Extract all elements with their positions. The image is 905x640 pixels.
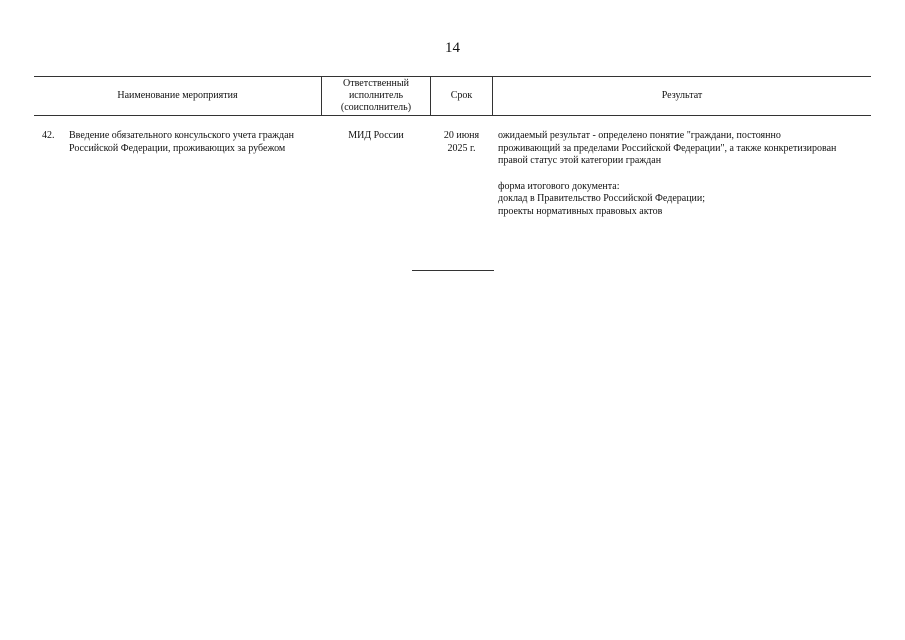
row-result-line: правой статус этой категории граждан xyxy=(498,155,662,166)
header-executor-line: исполнитель xyxy=(348,89,404,101)
row-result-line: ожидаемый результат - определено понятие "граждани, постоянно xyxy=(498,130,781,141)
row-result-line: проживающий за пределами Российской Федерации", а также конкретизирован xyxy=(498,142,837,154)
header-executor-line: Ответственный xyxy=(343,77,409,89)
header-executor-line: (соисполнитель) xyxy=(340,101,412,113)
row-deadline-line: 2025 г. xyxy=(447,142,476,154)
header-deadline: Срок xyxy=(450,89,473,101)
row-name-line: Российской Федерации, проживающих за рубежом xyxy=(69,142,286,154)
row-result-line: доклад в Правительство Российской Федерации; xyxy=(498,193,706,204)
row-name xyxy=(69,130,319,155)
row-result-line: проекты нормативных правовых актов xyxy=(498,205,663,217)
row-name-line: Введение обязательного консульского учета граждан xyxy=(69,130,294,141)
end-separator-line xyxy=(412,270,494,271)
page-number: 14 xyxy=(445,40,460,56)
row-executor: МИД России xyxy=(348,130,404,141)
header-name: Наименование мероприятия xyxy=(117,89,238,101)
header-result: Результат xyxy=(661,89,703,101)
row-result-line: форма итогового документа: xyxy=(498,180,620,192)
header-executor xyxy=(322,76,430,115)
row-number: 42. xyxy=(42,130,55,141)
row-deadline xyxy=(431,130,492,155)
row-result xyxy=(498,130,870,218)
row-deadline-line: 20 июня xyxy=(443,130,480,141)
table-header-rule xyxy=(34,115,871,116)
result-spacer xyxy=(498,168,870,181)
